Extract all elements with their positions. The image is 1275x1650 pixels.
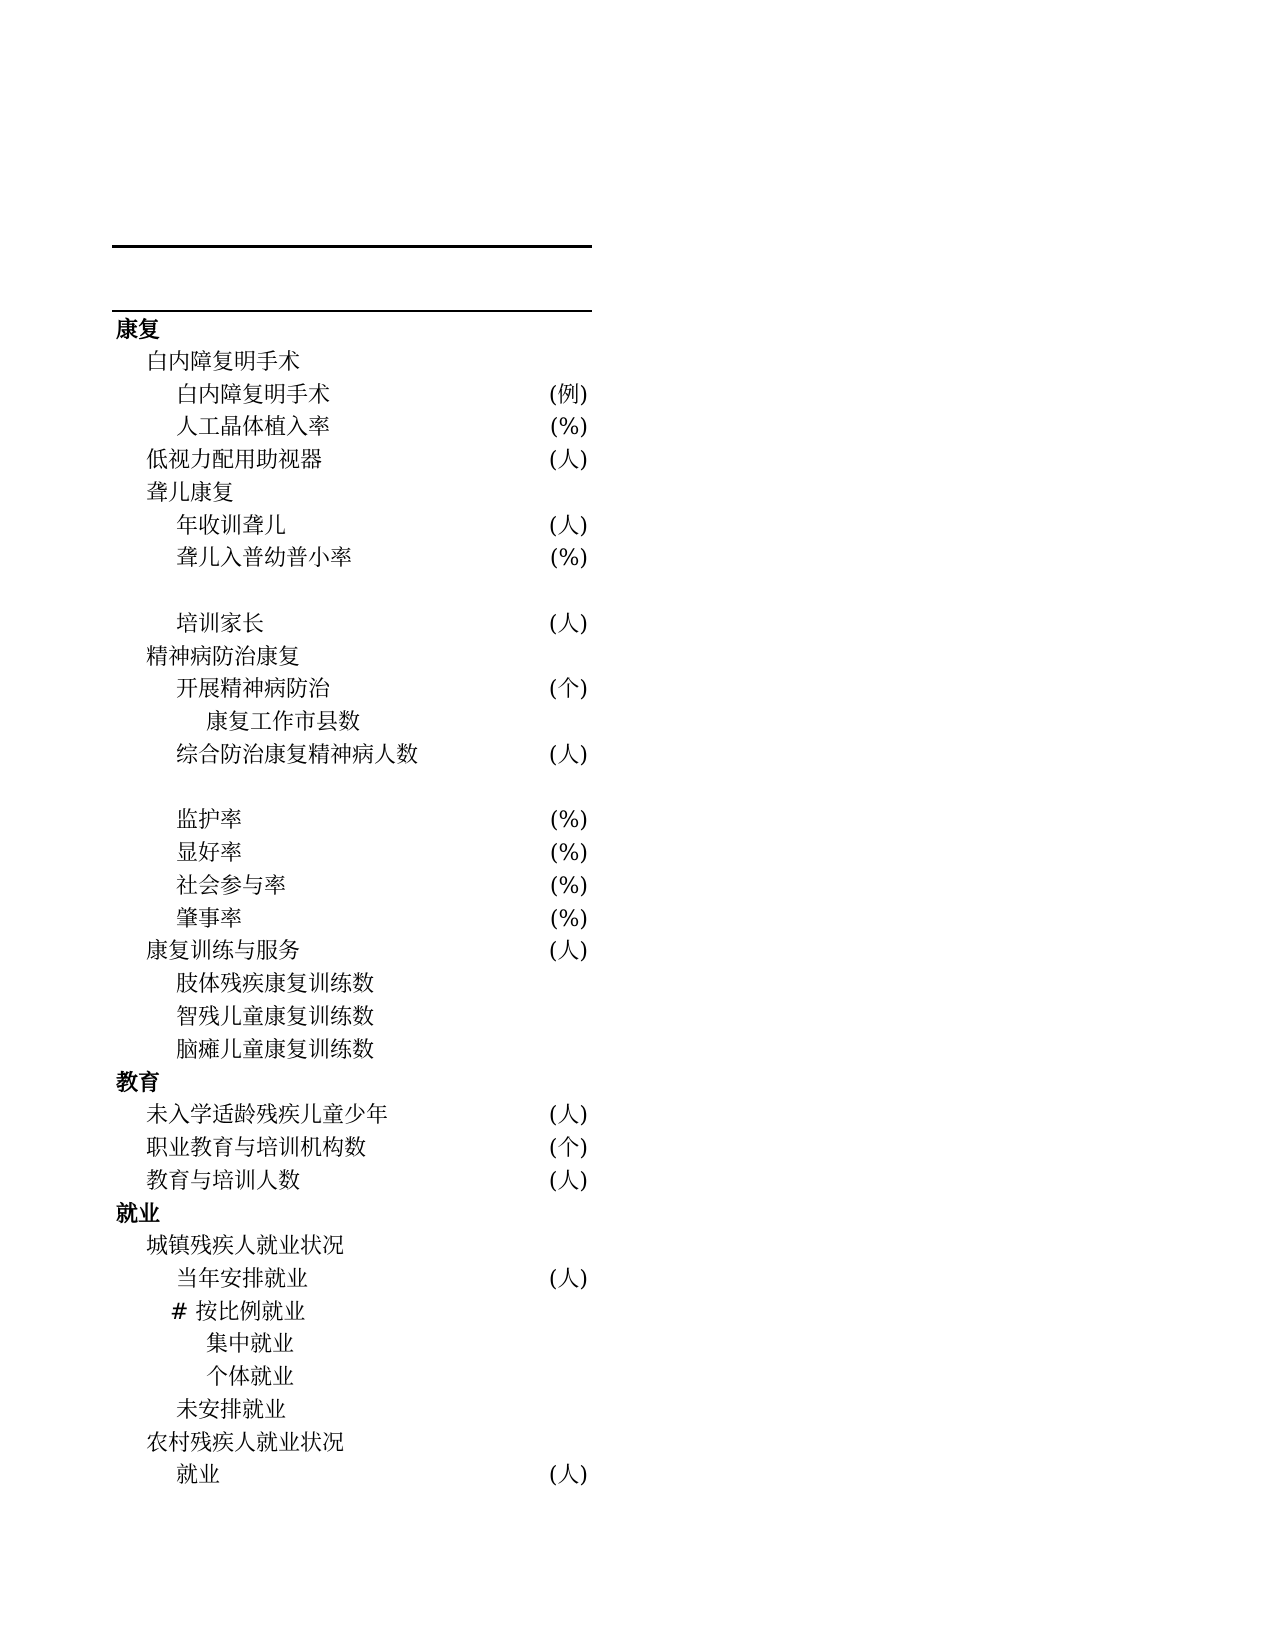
indicator-row bbox=[112, 1362, 592, 1395]
indicator-row bbox=[112, 904, 592, 937]
indicator-row bbox=[112, 380, 592, 413]
indicator-label: 职业教育与培训机构数 bbox=[146, 1135, 367, 1161]
indicator-row bbox=[112, 1329, 592, 1362]
indicator-label: 肇事率 bbox=[176, 906, 243, 932]
indicator-label: 低视力配用助视器 bbox=[146, 448, 323, 473]
section-heading bbox=[112, 1067, 592, 1100]
indicator-label: 当年安排就业 bbox=[176, 1266, 309, 1292]
indicator-list bbox=[112, 314, 592, 1493]
indicator-row bbox=[112, 1264, 592, 1297]
indicator-label: 年收训聋儿 bbox=[176, 513, 287, 539]
unit-label: (人) bbox=[548, 611, 588, 637]
indicator-label: 开展精神病防治 bbox=[176, 677, 331, 703]
indicator-row bbox=[112, 1460, 592, 1493]
unit-label: (%) bbox=[549, 906, 588, 932]
indicator-label: 就业 bbox=[176, 1463, 221, 1489]
indicator-label: 教育与培训人数 bbox=[146, 1168, 301, 1194]
unit-label: (人) bbox=[548, 1103, 588, 1128]
unit-label: (人) bbox=[548, 1463, 588, 1489]
indicator-row bbox=[112, 511, 592, 544]
indicator-label: # 按比例就业 bbox=[170, 1299, 306, 1325]
indicator-row bbox=[112, 1395, 592, 1428]
indicator-label: 社会参与率 bbox=[176, 873, 287, 899]
indicator-label: 白内障复明手术 bbox=[146, 349, 301, 375]
indicator-row bbox=[112, 1002, 592, 1035]
indicator-row bbox=[112, 576, 592, 609]
indicator-label: 聋儿康复 bbox=[146, 480, 235, 506]
indicator-label: 显好率 bbox=[176, 841, 243, 866]
indicator-label: 康复工作市县数 bbox=[206, 710, 361, 735]
indicator-label: 脑瘫儿童康复训练数 bbox=[176, 1037, 375, 1063]
indicator-row bbox=[112, 936, 592, 969]
indicator-label: 未入学适龄残疾儿童少年 bbox=[146, 1103, 389, 1128]
indicator-row bbox=[112, 969, 592, 1002]
indicator-row bbox=[112, 543, 592, 576]
indicator-row bbox=[112, 347, 592, 380]
indicator-label: 城镇残疾人就业状况 bbox=[146, 1234, 345, 1259]
indicator-label: 精神病防治康复 bbox=[146, 644, 301, 670]
unit-label: (个) bbox=[548, 1135, 588, 1161]
indicator-label: 综合防治康复精神病人数 bbox=[176, 742, 419, 768]
indicator-row bbox=[112, 412, 592, 445]
indicator-row bbox=[112, 773, 592, 806]
indicator-label: 农村残疾人就业状况 bbox=[146, 1430, 345, 1456]
indicator-label: 教育 bbox=[116, 1070, 161, 1097]
indicator-row bbox=[112, 707, 592, 740]
unit-label: (人) bbox=[548, 448, 588, 473]
indicator-label: 就业 bbox=[116, 1201, 161, 1228]
indicator-row bbox=[112, 609, 592, 642]
indicator-row bbox=[112, 1297, 592, 1330]
indicator-row bbox=[112, 1231, 592, 1264]
indicator-row bbox=[112, 1133, 592, 1166]
indicator-label: 康复训练与服务 bbox=[146, 939, 301, 965]
indicator-label: 聋儿入普幼普小率 bbox=[176, 546, 353, 572]
unit-label: (人) bbox=[548, 1266, 588, 1292]
indicator-label: 人工晶体植入率 bbox=[176, 415, 331, 441]
indicator-label: 集中就业 bbox=[206, 1332, 295, 1358]
indicator-row bbox=[112, 1428, 592, 1461]
unit-label: (%) bbox=[549, 808, 588, 834]
indicator-row bbox=[112, 642, 592, 675]
section-heading bbox=[112, 1198, 592, 1231]
indicator-label: 肢体残疾康复训练数 bbox=[176, 972, 375, 997]
indicator-row bbox=[112, 805, 592, 838]
indicator-row bbox=[112, 871, 592, 904]
indicator-label: 培训家长 bbox=[176, 611, 265, 637]
unit-label: (%) bbox=[549, 841, 588, 866]
top-rule bbox=[112, 245, 592, 248]
indicator-label: 个体就业 bbox=[206, 1365, 295, 1390]
unit-label: (%) bbox=[549, 873, 588, 899]
indicator-label: 智残儿童康复训练数 bbox=[176, 1004, 375, 1030]
unit-label: (人) bbox=[548, 939, 588, 965]
indicator-label: 白内障复明手术 bbox=[176, 382, 331, 408]
unit-label: (个) bbox=[548, 677, 588, 703]
unit-label: (人) bbox=[548, 742, 588, 768]
indicator-label: 监护率 bbox=[176, 808, 243, 834]
indicator-label: 未安排就业 bbox=[176, 1397, 287, 1423]
unit-label: (%) bbox=[549, 546, 588, 572]
unit-label: (人) bbox=[548, 1168, 588, 1194]
indicator-row bbox=[112, 1100, 592, 1133]
indicator-row bbox=[112, 445, 592, 478]
indicator-row bbox=[112, 740, 592, 773]
unit-label: (%) bbox=[549, 415, 588, 441]
indicator-row bbox=[112, 838, 592, 871]
indicator-row bbox=[112, 1035, 592, 1068]
header-rule bbox=[112, 310, 592, 312]
indicator-row bbox=[112, 674, 592, 707]
section-heading bbox=[112, 314, 592, 347]
indicator-label: 康复 bbox=[116, 317, 161, 343]
indicator-row bbox=[112, 1166, 592, 1199]
indicator-row bbox=[112, 478, 592, 511]
unit-label: (例) bbox=[548, 382, 588, 408]
unit-label: (人) bbox=[548, 513, 588, 539]
